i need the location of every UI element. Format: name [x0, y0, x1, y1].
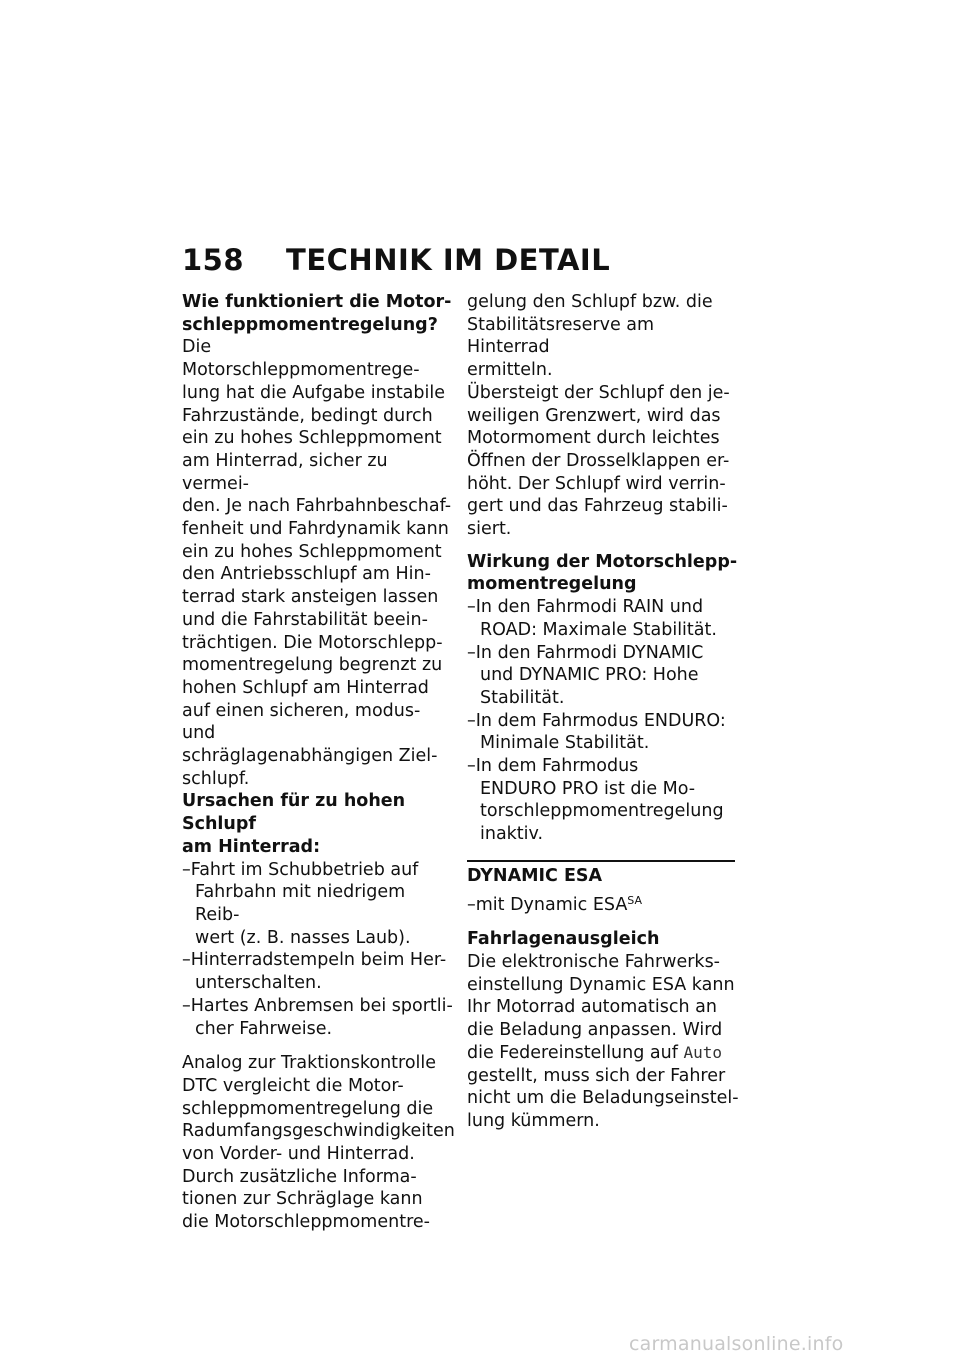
heading-line: Wie funktioniert die Motor- [182, 292, 452, 312]
text-line: –Hartes Anbremsen bei sportli- [182, 995, 453, 1016]
paragraph-intro [182, 336, 454, 790]
heading-line: Wirkung der Motorschlepp- [467, 551, 738, 572]
text-line: Übersteigt der Schlupf den je- [467, 382, 730, 403]
text-line: torschleppmomentregelung [480, 801, 724, 822]
text-line: lung kümmern. [467, 1110, 600, 1131]
text-line: den. Je nach Fahrbahnbeschaf- [182, 496, 452, 517]
list-item [182, 949, 454, 994]
paragraph-esa [467, 951, 739, 1133]
text-line: Radumfangsgeschwindigkeiten [182, 1121, 455, 1142]
left-column [182, 291, 454, 1234]
text-line: Motormoment durch leichtes [467, 428, 720, 449]
text-line: Die Motorschleppmomentrege- [182, 337, 420, 381]
text-line: von Vorder- und Hinterrad. [182, 1144, 415, 1165]
text-line: –Hinterradstempeln beim Her- [182, 950, 447, 971]
text-line: den Antriebsschlupf am Hin- [182, 564, 431, 585]
chapter-title: TECHNIK IM DETAIL [286, 243, 611, 277]
text-line: Durch zusätzliche Informa- [182, 1166, 417, 1187]
text-line: gert und das Fahrzeug stabili- [467, 496, 728, 517]
text-line: schräglagenabhängigen Ziel- [182, 746, 438, 767]
list-item [182, 859, 454, 950]
text-line: gelung den Schlupf bzw. die [467, 292, 713, 312]
text-line: ENDURO PRO ist die Mo- [480, 778, 696, 799]
list-item [467, 710, 739, 755]
text-line: höht. Der Schlupf wird verrin- [467, 473, 726, 494]
text-line: –In den Fahrmodi DYNAMIC [467, 642, 704, 663]
heading-causes [182, 790, 454, 858]
text-line: Öffnen der Drosselklappen er- [467, 450, 730, 471]
text-line: gestellt, muss sich der Fahrer [467, 1065, 726, 1086]
text-line: hohen Schlupf am Hinterrad [182, 677, 429, 698]
text-line: Analog zur Traktionskontrolle [182, 1053, 437, 1074]
text-line: Stabilitätsreserve am Hinterrad [467, 314, 655, 358]
text-line: Minimale Stabilität. [480, 733, 650, 754]
paragraph-continued [467, 291, 739, 541]
heading-line: Ursachen für zu hohen Schlupf [182, 791, 406, 835]
text-line: –In dem Fahrmodus ENDURO: [467, 710, 726, 731]
text-line: schleppmomentregelung die [182, 1098, 434, 1119]
text-line: DTC vergleicht die Motor- [182, 1075, 404, 1096]
heading-load-compensation: Fahrlagenausgleich [467, 929, 660, 950]
list-item [467, 596, 739, 641]
text-line: –In den Fahrmodi RAIN und [467, 597, 704, 618]
text-line: Fahrbahn mit niedrigem Reib- [195, 882, 406, 925]
text-line: ein zu hohes Schleppmoment [182, 428, 442, 449]
list-item [467, 642, 739, 710]
text-line: lung hat die Aufgabe instabile [182, 382, 446, 403]
text-line: fenheit und Fahrdynamik kann [182, 519, 449, 540]
text-line: am Hinterrad, sicher zu vermei- [182, 450, 388, 494]
heading-line: schleppmomentregelung? [182, 314, 438, 335]
display-value-auto: Auto [683, 1042, 722, 1062]
heading-how-it-works [182, 291, 454, 336]
text-line: und die Fahrstabilität beein- [182, 609, 428, 630]
watermark: carmanualsonline.info [629, 1333, 844, 1355]
text-line: momentregelung begrenzt zu [182, 655, 443, 676]
text-line: ROAD: Maximale Stabilität. [480, 619, 717, 640]
option-line [467, 894, 739, 917]
text-line: terrad stark ansteigen lassen [182, 587, 439, 608]
text-line: Stabilität. [480, 687, 565, 708]
paragraph-dtc [182, 1052, 454, 1234]
text-line: –In dem Fahrmodus [467, 756, 639, 777]
text-line: cher Fahrweise. [195, 1018, 333, 1039]
page-header [182, 243, 610, 277]
text-line: und DYNAMIC PRO: Hohe [480, 665, 699, 686]
heading-line: momentregelung [467, 574, 637, 595]
text-line: ermitteln. [467, 360, 553, 381]
page-number: 158 [182, 243, 245, 277]
text-line: die Motorschleppmomentre- [182, 1212, 430, 1233]
option-text: –mit Dynamic ESA [467, 894, 628, 915]
section-title: DYNAMIC ESA [467, 865, 603, 886]
text-line: die Federeinstellung auf [467, 1042, 684, 1063]
text-line: Fahrzustände, bedingt durch [182, 405, 433, 426]
text-line: wert (z. B. nasses Laub). [195, 927, 411, 948]
heading-effect [467, 551, 739, 596]
heading-line: am Hinterrad: [182, 836, 321, 857]
list-item [182, 995, 454, 1040]
text-line: weiligen Grenzwert, wird das [467, 405, 721, 426]
text-line: trächtigen. Die Motorschlepp- [182, 632, 443, 653]
text-line: Ihr Motorrad automatisch an [467, 997, 717, 1018]
text-line: Die elektronische Fahrwerks- [467, 951, 720, 972]
text-line: –Fahrt im Schubbetrieb auf [182, 859, 419, 880]
text-line: auf einen sicheren, modus- und [182, 700, 421, 744]
text-line: inaktiv. [480, 824, 544, 845]
text-line: tionen zur Schräglage kann [182, 1189, 423, 1210]
text-line: unterschalten. [195, 973, 322, 994]
text-line: einstellung Dynamic ESA kann [467, 974, 735, 995]
text-line: schlupf. [182, 768, 250, 789]
section-divider [467, 860, 735, 862]
right-column [467, 291, 739, 1133]
text-line: siert. [467, 519, 512, 540]
option-badge: SA [627, 893, 643, 907]
list-item [467, 755, 739, 846]
text-line: die Beladung anpassen. Wird [467, 1020, 723, 1041]
text-line: nicht um die Beladungseinstel- [467, 1088, 739, 1109]
text-line: ein zu hohes Schleppmoment [182, 541, 442, 562]
